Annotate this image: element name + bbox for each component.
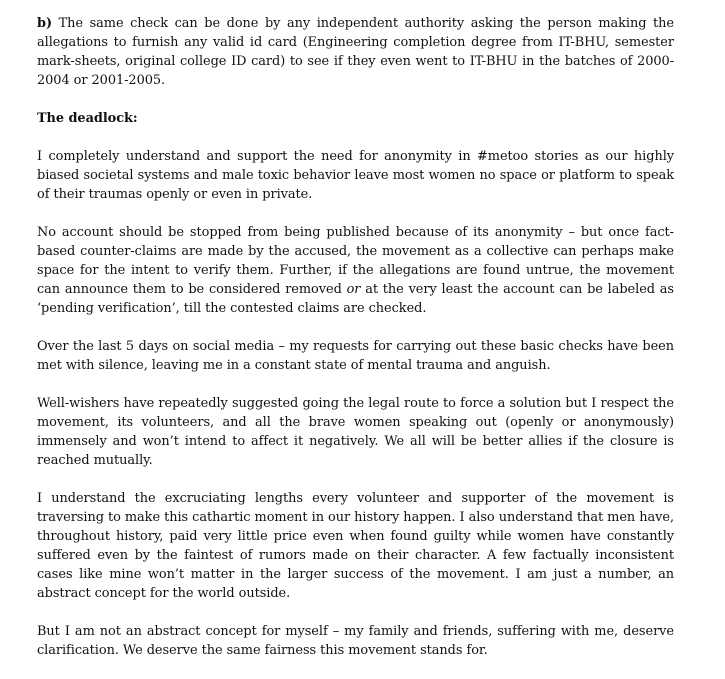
paragraph-counter-claims: [37, 223, 674, 318]
paragraph-closing: But I am not an abstract concept for myself – my family and friends, suffering with me, deserve clarification. We deserve the same fairness this movement stands for.: [37, 624, 674, 658]
paragraph-text-end: at the very least the account can be labeled as ‘pending verification’, till the contested claims are checked.: [37, 282, 674, 316]
paragraph-legal-route: Well-wishers have repeatedly suggested going the legal route to force a solution but I respect the movement, its volunteers, and all the brave women speaking out (openly or anonymously) immensely and won’t intend to affect it negatively. We all will be better allies if the closure is reached mutually.: [37, 396, 674, 468]
paragraph-movement: I understand the excruciating lengths every volunteer and supporter of the movement is traversing to make this cathartic moment in our history happen. I also understand that men have, throughout history, paid very little price even when found guilty while women have constantly suffered even by the faintest of rumors made on their character. A few factually inconsistent cases like mine won’t matter in the larger success of the movement. I am just a number, an abstract concept for the world outside.: [37, 491, 674, 601]
paragraph-text-start: No account should be stopped from being published because of its anonymity – but once fact-based counter-claims are made by the accused, the movement as a collective can perhaps make space for the intent to verify them. Further, if the allegations are found untrue, the movement can announce them to be considered removed: [37, 225, 674, 297]
paragraph-verification-check: [37, 14, 674, 90]
paragraph-social-media: Over the last 5 days on social media – my requests for carrying out these basic checks have been met with silence, leaving me in a constant state of mental trauma and anguish.: [37, 339, 674, 373]
list-label: b): [37, 16, 53, 31]
section-heading: The deadlock:: [37, 111, 138, 126]
emphasis-text: or: [346, 282, 361, 297]
paragraph-anonymity: I completely understand and support the need for anonymity in #metoo stories as our highly biased societal systems and male toxic behavior leave most women no space or platform to speak of their traumas openly or even in private.: [37, 149, 674, 202]
paragraph-text: The same check can be done by any independent authority asking the person making the allegations to furnish any valid id card (Engineering completion degree from IT-BHU, semester mark-sheets, original college ID card) to see if they even went to IT-BHU in the batches of 2000-2004 or 2001-2005.: [37, 16, 674, 88]
document-body: [37, 14, 674, 679]
